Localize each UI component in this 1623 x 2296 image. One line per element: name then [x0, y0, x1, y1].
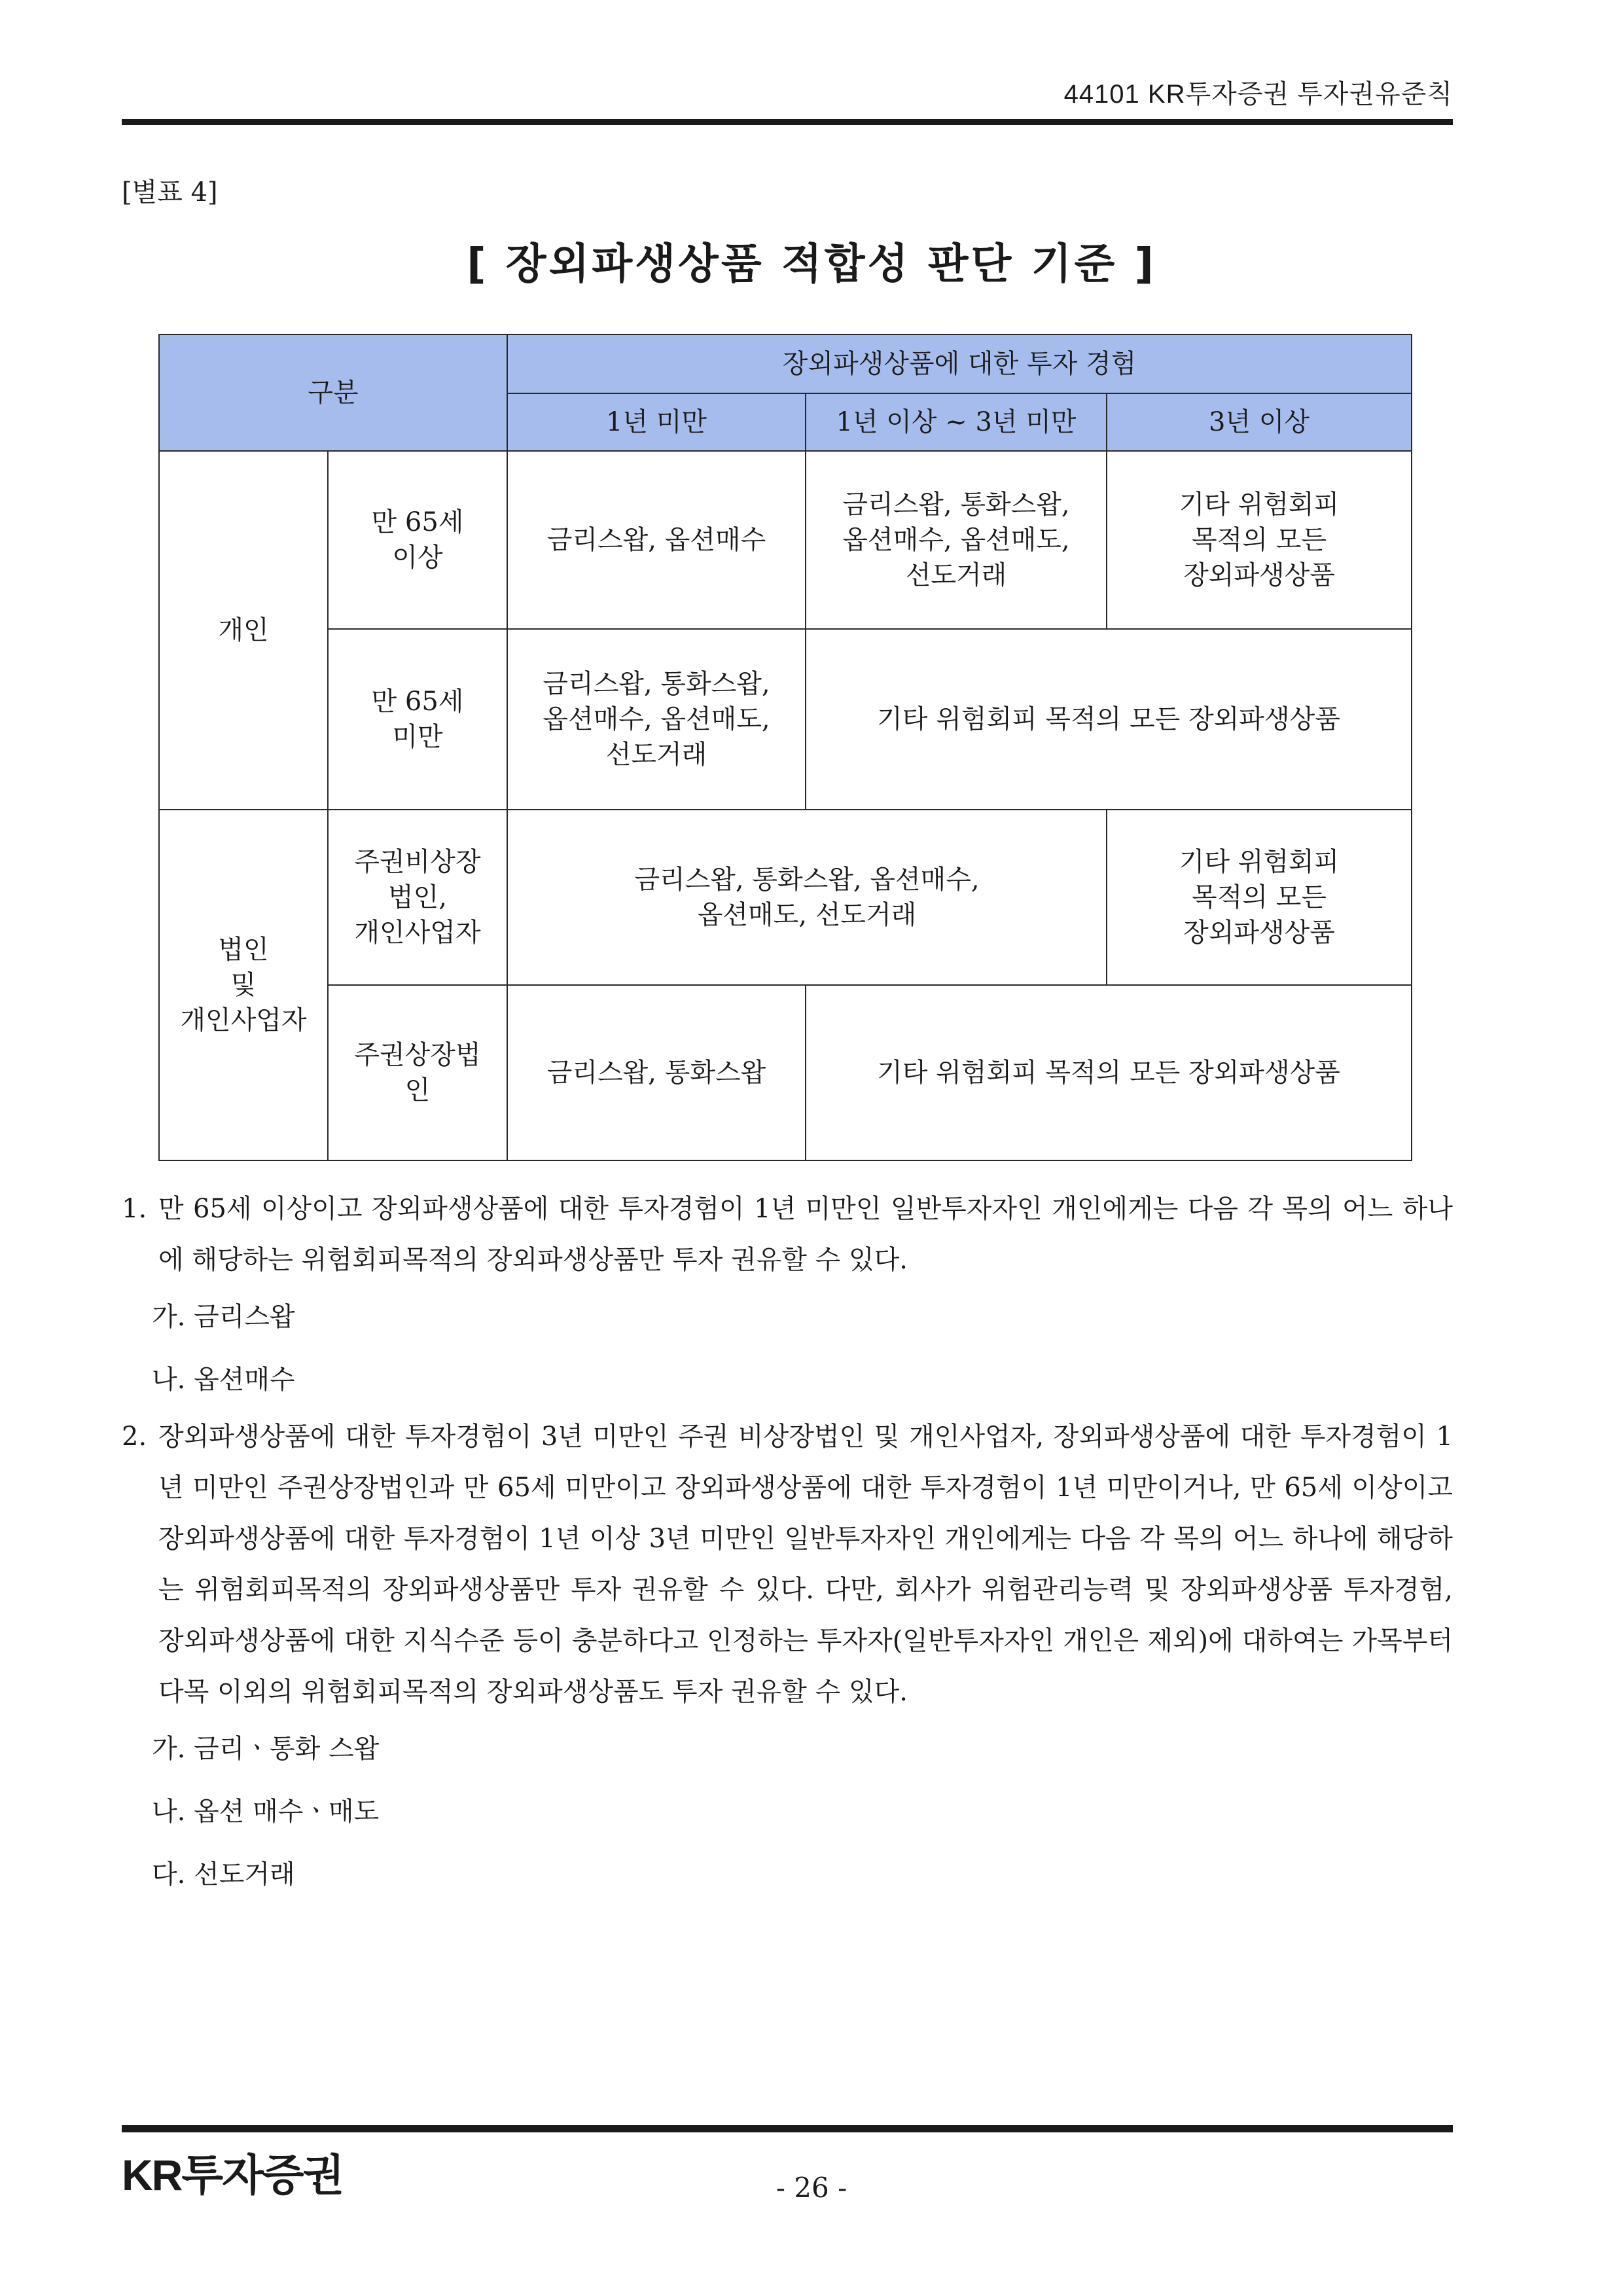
header-ge3: 3년 이상 — [1107, 393, 1412, 451]
cell-line: 금리스왑, 통화스왑, 옵션매수, — [634, 865, 980, 895]
cell-line: 미만 — [392, 722, 443, 752]
sub-item: 나. 옵션 매수ㆍ매도 — [152, 1797, 380, 1827]
cell-r2-rest: 기타 위험회피 목적의 모든 장외파생상품 — [806, 629, 1412, 810]
cell-line: 기타 위험회피 — [1179, 847, 1340, 877]
document-header: 44101 KR투자증권 투자권유준칙 — [1063, 80, 1453, 109]
cell-r2-lt1 — [507, 629, 806, 810]
cell-r1-lt1: 금리스왑, 옵션매수 — [507, 451, 806, 629]
cell-line: 및 — [230, 970, 257, 1000]
annex-label: [별표 4] — [122, 177, 218, 207]
group-corporate — [159, 810, 328, 1160]
cell-line: 법인, — [388, 882, 447, 912]
cell-line: 선도거래 — [605, 740, 707, 770]
rules-text — [122, 1183, 1453, 1906]
sub-age-65-under — [328, 629, 507, 810]
header-experience: 장외파생상품에 대한 투자 경험 — [507, 334, 1412, 393]
cell-line: 옵션매수, 옵션매도, — [543, 704, 770, 734]
item-number: 1. — [122, 1194, 147, 1224]
cell-line: 개인사업자 — [180, 1005, 307, 1035]
header-1to3: 1년 이상 ~ 3년 미만 — [806, 393, 1107, 451]
cell-line: 이상 — [392, 543, 443, 573]
sub-unlisted-corp — [328, 810, 507, 985]
cell-line: 주권비상장 — [354, 847, 481, 877]
group-individual: 개인 — [159, 451, 328, 810]
cell-line: 개인사업자 — [354, 918, 481, 948]
cell-line: 금리스왑, 통화스왑, — [543, 669, 770, 699]
header-category: 구분 — [159, 334, 507, 451]
page-title: [ 장외파생상품 적합성 판단 기준 ] — [467, 240, 1156, 289]
cell-line: 장외파생상품 — [1183, 560, 1335, 590]
cell-line: 옵션매도, 선도거래 — [697, 900, 917, 930]
header-rule — [122, 119, 1453, 125]
sub-item: 가. 금리스왑 — [152, 1302, 295, 1332]
cell-line: 옵션매수, 옵션매도, — [842, 525, 1070, 555]
sub-age-65-over — [328, 451, 507, 629]
cell-line: 목적의 모든 — [1192, 525, 1327, 555]
cell-r1-ge3 — [1107, 451, 1412, 629]
cell-line: 주권상장법 — [354, 1040, 481, 1070]
cell-line: 목적의 모든 — [1192, 882, 1327, 912]
list-item — [122, 1183, 1453, 1285]
footer-rule — [122, 2125, 1453, 2132]
cell-r4-rest: 기타 위험회피 목적의 모든 장외파생상품 — [806, 985, 1412, 1160]
cell-r3-lt3 — [507, 810, 1107, 985]
sub-item: 나. 옵션매수 — [152, 1365, 295, 1395]
list-item — [122, 1411, 1453, 1717]
item-number: 2. — [122, 1422, 147, 1452]
cell-r1-1to3 — [806, 451, 1107, 629]
sub-listed-corp — [328, 985, 507, 1160]
cell-r4-lt1: 금리스왑, 통화스왑 — [507, 985, 806, 1160]
company-logo: KR투자증권 — [122, 2151, 344, 2199]
cell-line: 금리스왑, 통화스왑, — [842, 490, 1070, 520]
cell-line: 장외파생상품 — [1183, 918, 1335, 948]
cell-line: 만 65세 — [371, 507, 464, 537]
page-number: - 26 - — [776, 2172, 847, 2204]
header-lt1: 1년 미만 — [507, 393, 806, 451]
item-text: 만 65세 이상이고 장외파생상품에 대한 투자경험이 1년 미만인 일반투자자인 개인에게는 다음 각 목의 어느 하나에 해당하는 위험회피목적의 장외파생상품만 투자 권유할 수 있다. — [158, 1194, 1453, 1275]
cell-line: 법인 — [218, 935, 269, 965]
cell-line: 기타 위험회피 — [1179, 490, 1340, 520]
cell-line: 인 — [404, 1075, 431, 1105]
item-text: 장외파생상품에 대한 투자경험이 3년 미만인 주권 비상장법인 및 개인사업자, 장외파생상품에 대한 투자경험이 1년 미만인 주권상장법인과 만 65세 미만이고 장외파생상품에 대한 투자경험이 1년 미만이거나, 만 65세 이상이고 장외파생상품에 대한 투자경험이 1년 이상 3년 미만인 일반투자자인 개인에게는 다음 각 목의 어느 하나에 해당하는 위험회피목적의 장외파생상품만 투자 권유할 수 있다. 다만, 회사가 위험관리능력 및 장외파생상품 투자경험, 장외파생상품에 대한 지식수준 등이 충분하다고 인정하는 투자자(일반투자자인 개인은 제외)에 대하여는 가목부터 다목 이외의 위험회피목적의 장외파생상품도 투자 권유할 수 있다. — [158, 1422, 1453, 1707]
sub-item: 다. 선도거래 — [152, 1859, 295, 1890]
suitability-criteria-table — [158, 334, 1412, 1161]
cell-r3-ge3 — [1107, 810, 1412, 985]
sub-item: 가. 금리ㆍ통화 스왑 — [152, 1734, 380, 1764]
cell-line: 선도거래 — [905, 560, 1007, 590]
cell-line: 만 65세 — [371, 687, 464, 717]
